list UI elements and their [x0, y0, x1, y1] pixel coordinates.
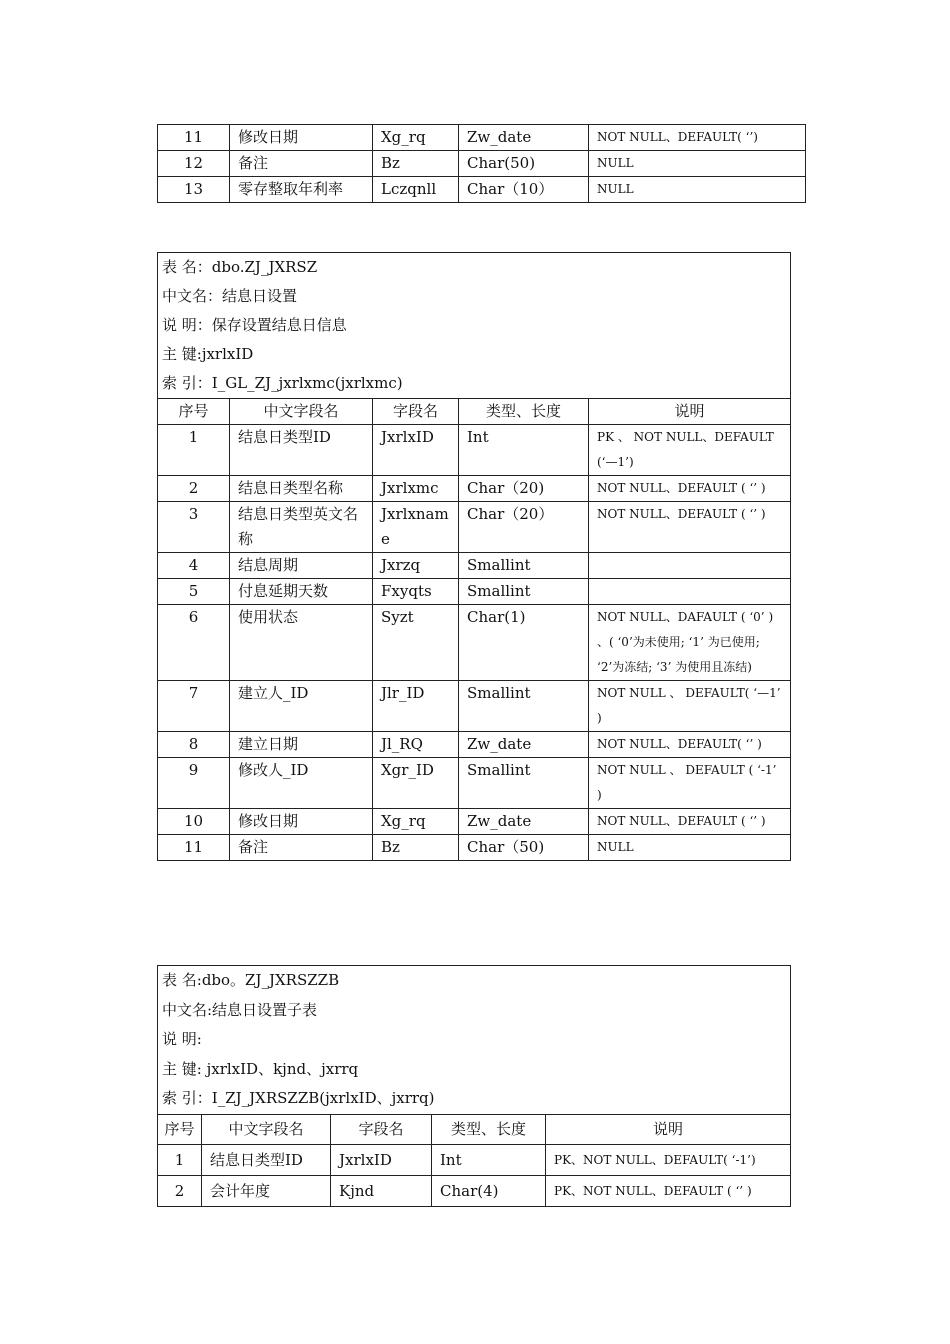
- row-number: 11: [158, 125, 230, 151]
- chinese-field-name: 备注: [230, 151, 373, 177]
- info-row-description: [158, 311, 791, 340]
- table-row: [158, 758, 791, 809]
- header-field-name: 字段名: [373, 399, 459, 425]
- field-name: Fxyqts: [373, 579, 459, 605]
- table-description: 说 明：保存设置结息日信息: [158, 311, 791, 340]
- field-name: JxrlxID: [373, 425, 459, 476]
- table-row: [158, 151, 806, 177]
- row-number: 12: [158, 151, 230, 177]
- chinese-field-name: 修改日期: [230, 125, 373, 151]
- field-name: Bz: [373, 151, 459, 177]
- info-row-primary-key: [158, 340, 791, 369]
- chinese-field-name: 备注: [230, 835, 373, 861]
- field-name: Jlr_ID: [373, 681, 459, 732]
- field-name: JxrlxID: [331, 1144, 432, 1175]
- chinese-field-name: 结息日类型名称: [230, 476, 373, 502]
- table-zj-jxrszzb: [157, 965, 791, 1207]
- row-number: 5: [158, 579, 230, 605]
- row-number: 7: [158, 681, 230, 732]
- field-name: Jxrlxmc: [373, 476, 459, 502]
- field-type: Zw_date: [459, 125, 589, 151]
- table-row: [158, 1175, 791, 1206]
- field-name: Xg_rq: [373, 809, 459, 835]
- table-row: [158, 476, 791, 502]
- header-field-name: 字段名: [331, 1114, 432, 1144]
- header-row: [158, 399, 791, 425]
- row-number: 1: [158, 1144, 202, 1175]
- field-description: NULL: [589, 177, 806, 203]
- field-description: NOT NULL、DEFAULT( ‘’ ): [589, 732, 791, 758]
- field-name: Jxrzq: [373, 553, 459, 579]
- field-type: Zw_date: [459, 809, 589, 835]
- header-number: 序号: [158, 1114, 202, 1144]
- field-description: [589, 579, 791, 605]
- table-row: [158, 809, 791, 835]
- field-type: Smallint: [459, 579, 589, 605]
- chinese-name: 中文名:结息日设置子表: [158, 996, 791, 1026]
- index: 索 引：I_GL_ZJ_jxrlxmc(jxrlxmc): [158, 369, 791, 399]
- info-row-index: [158, 1084, 791, 1114]
- field-type: Int: [459, 425, 589, 476]
- chinese-field-name: 修改人_ID: [230, 758, 373, 809]
- field-type: Smallint: [459, 758, 589, 809]
- row-number: 3: [158, 502, 230, 553]
- field-type: Char(1): [459, 605, 589, 681]
- row-number: 9: [158, 758, 230, 809]
- chinese-field-name: 零存整取年利率: [230, 177, 373, 203]
- field-name: Xg_rq: [373, 125, 459, 151]
- field-type: Char(4): [432, 1175, 546, 1206]
- field-description: NULL: [589, 835, 791, 861]
- header-description: 说明: [546, 1114, 791, 1144]
- field-description: NOT NULL 、 DEFAULT ( ‘-1’ ): [589, 758, 791, 809]
- info-row-table-name: [158, 966, 791, 996]
- header-row: [158, 1114, 791, 1144]
- field-type: Zw_date: [459, 732, 589, 758]
- header-type-length: 类型、长度: [459, 399, 589, 425]
- table-row: [158, 605, 791, 681]
- field-description: NOT NULL 、 DEFAULT( ‘—1’ ): [589, 681, 791, 732]
- field-type: Int: [432, 1144, 546, 1175]
- field-name: Kjnd: [331, 1175, 432, 1206]
- field-description: PK 、 NOT NULL、DEFAULT (‘—1’): [589, 425, 791, 476]
- table-row: [158, 579, 791, 605]
- primary-key: 主 键: jxrlxID、kjnd、jxrrq: [158, 1055, 791, 1085]
- field-name: Jl_RQ: [373, 732, 459, 758]
- header-chinese-field-name: 中文字段名: [230, 399, 373, 425]
- header-chinese-field-name: 中文字段名: [202, 1114, 331, 1144]
- row-number: 13: [158, 177, 230, 203]
- field-description: NOT NULL、DAFAULT ( ‘0’ ) 、( ‘0’为未使用; ‘1’ 为已使用; ‘2’为冻结; ‘3’ 为使用且冻结): [589, 605, 791, 681]
- field-description: NOT NULL、DEFAULT ( ‘’ ): [589, 809, 791, 835]
- field-description: NOT NULL、DEFAULT( ‘’): [589, 125, 806, 151]
- field-name: Syzt: [373, 605, 459, 681]
- field-type: Char（20): [459, 476, 589, 502]
- row-number: 1: [158, 425, 230, 476]
- index: 索 引：I_ZJ_JXRSZZB(jxrlxID、jxrrq): [158, 1084, 791, 1114]
- header-number: 序号: [158, 399, 230, 425]
- info-row-chinese-name: [158, 282, 791, 311]
- row-number: 8: [158, 732, 230, 758]
- row-number: 10: [158, 809, 230, 835]
- field-type: Smallint: [459, 681, 589, 732]
- chinese-field-name: 使用状态: [230, 605, 373, 681]
- field-description: PK、NOT NULL、DEFAULT( ‘-1’): [546, 1144, 791, 1175]
- field-type: Char（50): [459, 835, 589, 861]
- info-row-description: [158, 1025, 791, 1055]
- info-row-chinese-name: [158, 996, 791, 1026]
- field-type: Char(50): [459, 151, 589, 177]
- header-type-length: 类型、长度: [432, 1114, 546, 1144]
- table-row: [158, 1144, 791, 1175]
- table-row: [158, 732, 791, 758]
- chinese-field-name: 建立人_ID: [230, 681, 373, 732]
- info-row-primary-key: [158, 1055, 791, 1085]
- field-type: Smallint: [459, 553, 589, 579]
- field-name: Xgr_ID: [373, 758, 459, 809]
- table-name: 表 名：dbo.ZJ_JXRSZ: [158, 253, 791, 283]
- header-description: 说明: [589, 399, 791, 425]
- chinese-field-name: 结息日类型英文名称: [230, 502, 373, 553]
- table-row: [158, 425, 791, 476]
- chinese-field-name: 付息延期天数: [230, 579, 373, 605]
- row-number: 11: [158, 835, 230, 861]
- field-description: NOT NULL、DEFAULT ( ‘’ ): [589, 476, 791, 502]
- row-number: 2: [158, 476, 230, 502]
- info-row-index: [158, 369, 791, 399]
- chinese-field-name: 结息周期: [230, 553, 373, 579]
- table-zj-jxrsz: [157, 252, 791, 861]
- table-continued: [157, 124, 806, 203]
- table-row: [158, 177, 806, 203]
- field-description: PK、NOT NULL、DEFAULT ( ‘’ ): [546, 1175, 791, 1206]
- chinese-field-name: 会计年度: [202, 1175, 331, 1206]
- field-name: Bz: [373, 835, 459, 861]
- chinese-field-name: 结息日类型ID: [202, 1144, 331, 1175]
- field-type: Char（20）: [459, 502, 589, 553]
- field-name: Jxrlxname: [373, 502, 459, 553]
- table-row: [158, 681, 791, 732]
- row-number: 6: [158, 605, 230, 681]
- row-number: 2: [158, 1175, 202, 1206]
- table-row: [158, 553, 791, 579]
- field-description: NOT NULL、DEFAULT ( ‘’ ): [589, 502, 791, 553]
- table-row: [158, 125, 806, 151]
- chinese-field-name: 结息日类型ID: [230, 425, 373, 476]
- row-number: 4: [158, 553, 230, 579]
- field-description: [589, 553, 791, 579]
- primary-key: 主 键:jxrlxID: [158, 340, 791, 369]
- table-row: [158, 502, 791, 553]
- table-name: 表 名:dbo。ZJ_JXRSZZB: [158, 966, 791, 996]
- table-description: 说 明:: [158, 1025, 791, 1055]
- chinese-field-name: 建立日期: [230, 732, 373, 758]
- chinese-name: 中文名：结息日设置: [158, 282, 791, 311]
- info-row-table-name: [158, 253, 791, 283]
- table-row: [158, 835, 791, 861]
- field-description: NULL: [589, 151, 806, 177]
- chinese-field-name: 修改日期: [230, 809, 373, 835]
- field-name: Lczqnll: [373, 177, 459, 203]
- field-type: Char（10）: [459, 177, 589, 203]
